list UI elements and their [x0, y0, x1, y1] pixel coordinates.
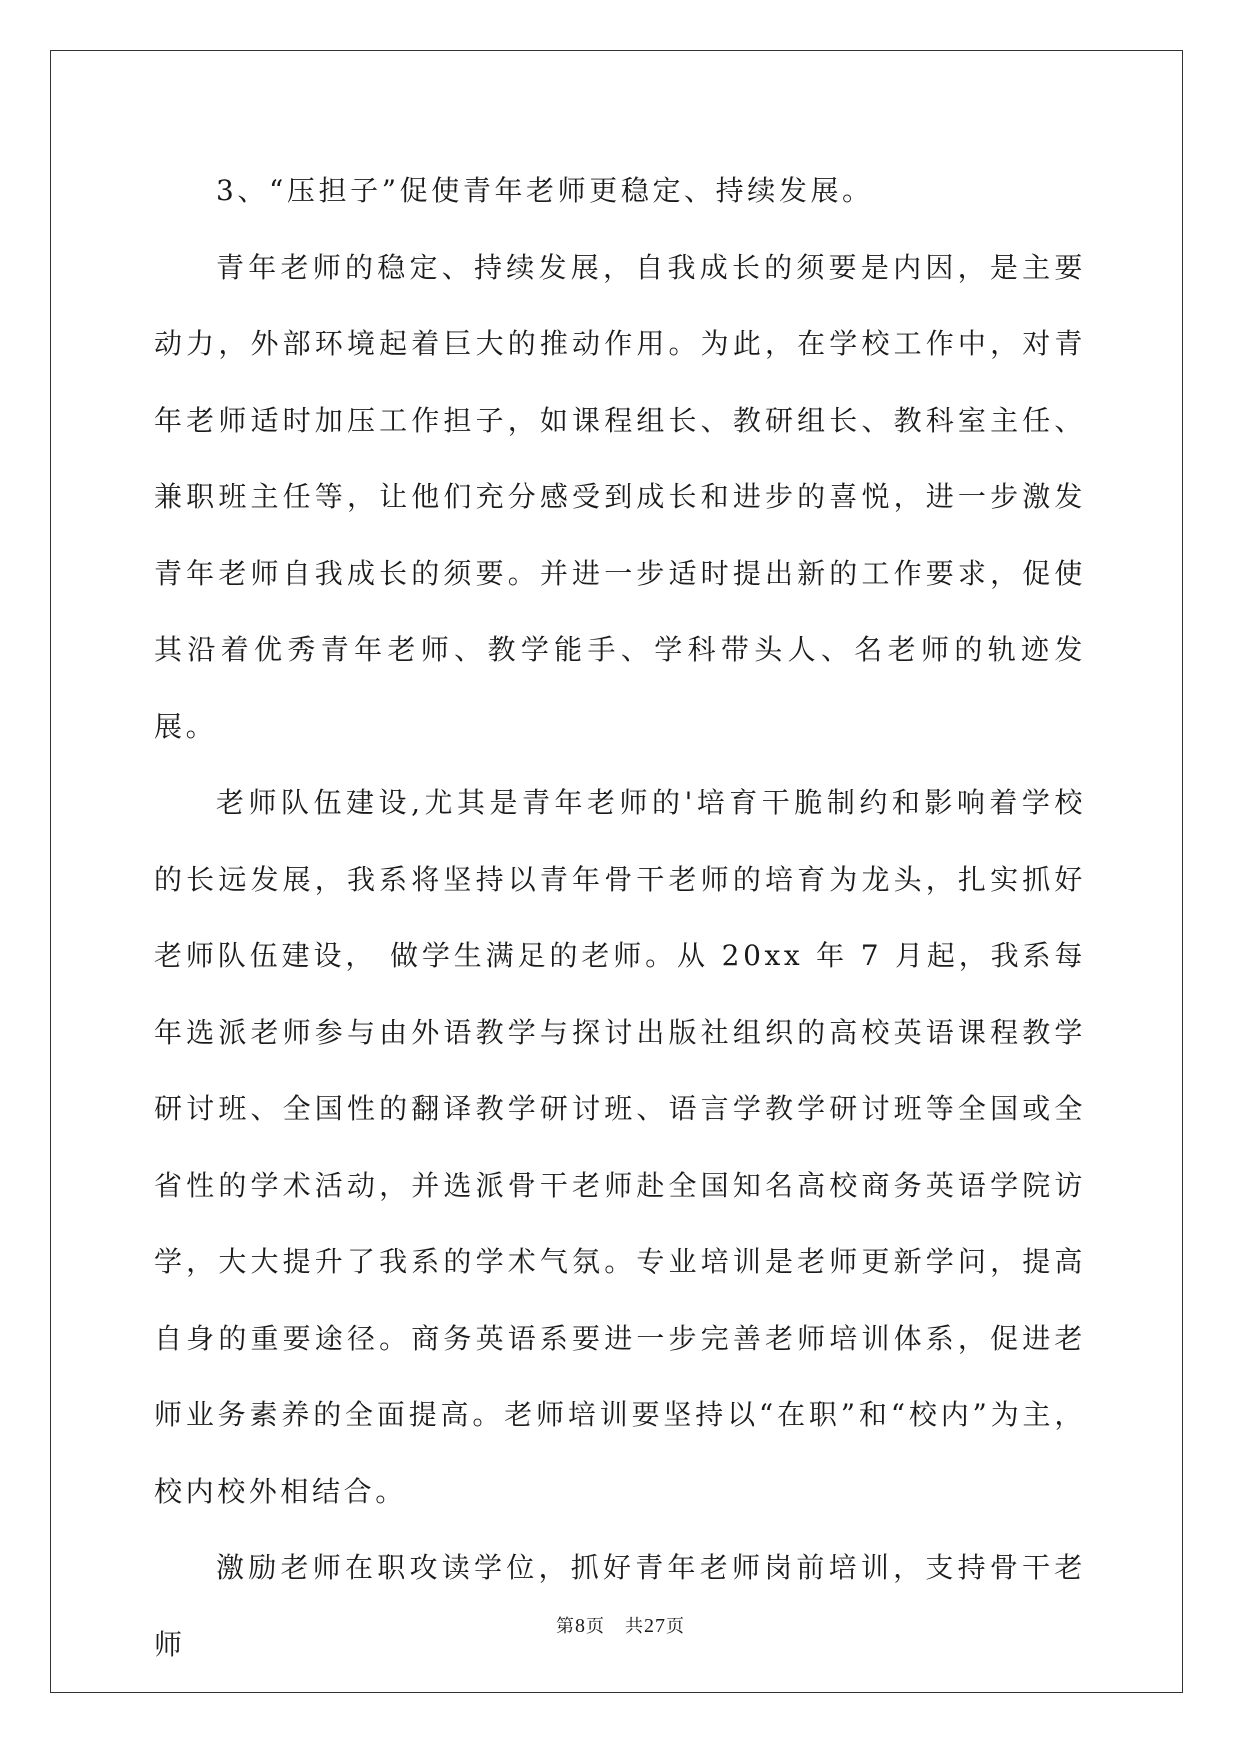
- document-body: [154, 153, 1086, 1683]
- footer-page-suffix: 页: [586, 1616, 605, 1637]
- footer-page-number: 8: [575, 1615, 586, 1637]
- paragraph-team-building: 老师队伍建设,尤其是青年老师的'培育干脆制约和影响着学校的长远发展，我系将坚持以青年骨干老师的培育为龙头，扎实抓好老师队伍建设， 做学生满足的老师。从 20xx 年 7 月起，我系每年选派老师参与由外语教学与探讨出版社组织的高校英语课程教学研讨班、全国性的翻译教学研讨班、语言学教学研讨班等全国或全省性的学术活动，并选派骨干老师赴全国知名高校商务英语学院访学，大大提升了我系的学术气氛。专业培训是老师更新学问，提高自身的重要途径。商务英语系要进一步完善老师培训体系，促进老师业务素养的全面提高。老师培训要坚持以“在职”和“校内”为主，校内校外相结合。: [154, 786, 1086, 1508]
- paragraph-young-teachers: 青年老师的稳定、持续发展，自我成长的须要是内因，是主要动力，外部环境起着巨大的推动作用。为此，在学校工作中，对青年老师适时加压工作担子，如课程组长、教研组长、教科室主任、兼职班主任等，让他们充分感受到成长和进步的喜悦，进一步激发青年老师自我成长的须要。并进一步适时提出新的工作要求，促使其沿着优秀青年老师、教学能手、学科带头人、名老师的轨迹发展。: [154, 250, 1086, 743]
- footer-total-prefix: 共: [625, 1616, 644, 1637]
- page-footer: [0, 1612, 1241, 1638]
- heading-item-3: 3、“压担子”促使青年老师更稳定、持续发展。: [216, 174, 874, 207]
- paragraph-encourage-study: 激励老师在职攻读学位，抓好青年老师岗前培训，支持骨干老师: [154, 1551, 1086, 1661]
- footer-total-suffix: 页: [666, 1616, 685, 1637]
- footer-page-prefix: 第: [556, 1616, 575, 1637]
- footer-total-pages: 27: [644, 1615, 666, 1637]
